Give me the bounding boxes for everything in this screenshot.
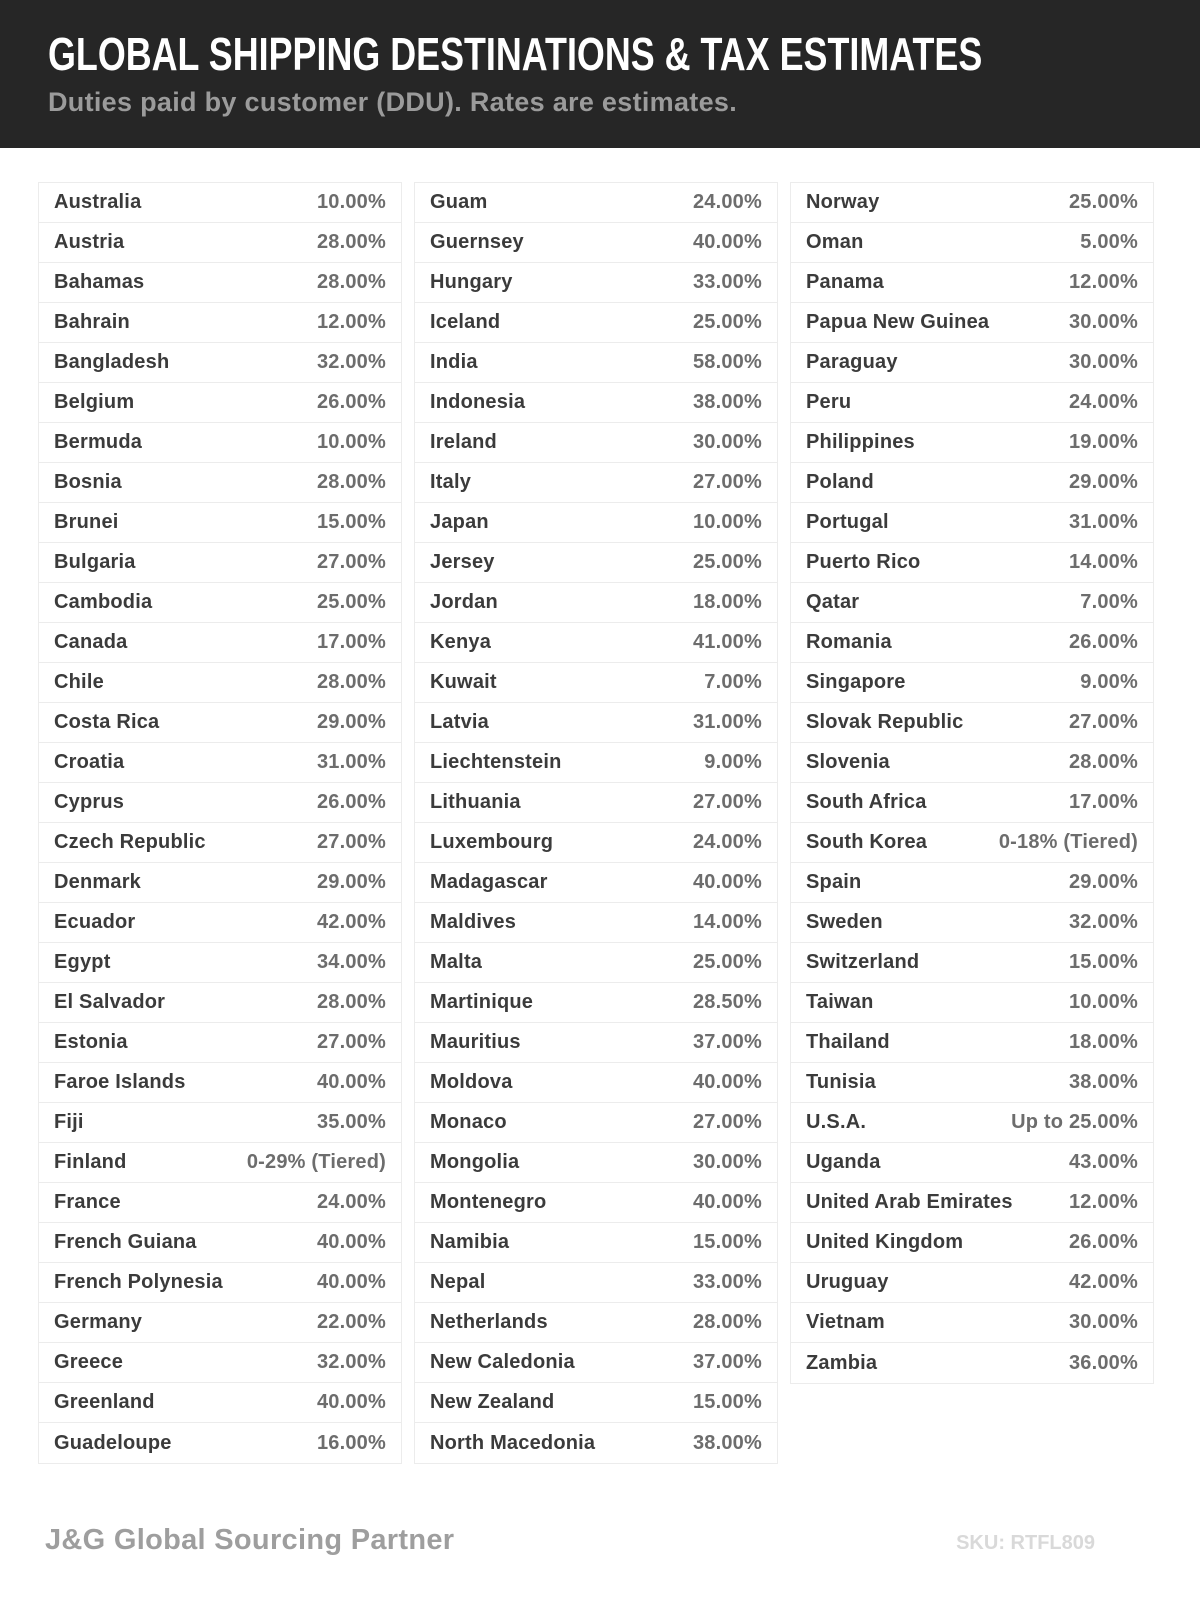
table-row	[791, 943, 1153, 983]
country-name: Switzerland	[806, 951, 920, 973]
country-name: Guernsey	[430, 231, 524, 253]
country-name: Bermuda	[54, 431, 143, 453]
country-name: Japan	[430, 511, 489, 533]
country-name: Greenland	[54, 1391, 155, 1413]
tax-rate: 33.00%	[692, 271, 762, 293]
country-name: Philippines	[806, 431, 915, 453]
country-name: Greece	[54, 1351, 124, 1373]
table-row	[39, 583, 401, 623]
table-row	[415, 1343, 777, 1383]
table-row	[415, 543, 777, 583]
page-footer	[0, 1524, 1200, 1557]
country-name: Egypt	[54, 951, 111, 973]
table-row	[39, 1343, 401, 1383]
country-name: Vietnam	[806, 1311, 885, 1333]
tax-rate: 28.00%	[316, 671, 386, 693]
tax-rate: 32.00%	[1068, 911, 1138, 933]
country-name: Namibia	[430, 1231, 510, 1253]
page-header	[0, 0, 1200, 148]
tax-rate: 10.00%	[316, 191, 386, 213]
table-row	[791, 1103, 1153, 1143]
tax-rate: 31.00%	[1068, 511, 1138, 533]
tax-rate: 24.00%	[1068, 391, 1138, 413]
country-name: India	[430, 351, 478, 373]
tax-rate: 40.00%	[316, 1071, 386, 1093]
country-name: Oman	[806, 231, 864, 253]
tax-rate: 22.00%	[316, 1311, 386, 1333]
country-name: Slovak Republic	[806, 711, 964, 733]
country-name: Paraguay	[806, 351, 898, 373]
tax-rate: 19.00%	[1068, 431, 1138, 453]
rates-column	[38, 182, 402, 1464]
tax-rate: 27.00%	[316, 551, 386, 573]
table-row	[415, 303, 777, 343]
country-name: Singapore	[806, 671, 906, 693]
table-row	[39, 783, 401, 823]
tax-rate: 32.00%	[316, 1351, 386, 1373]
tax-rate: 31.00%	[692, 711, 762, 733]
tax-rate: 9.00%	[704, 751, 762, 773]
rates-table	[38, 182, 1154, 1464]
tax-rate: 26.00%	[1068, 631, 1138, 653]
country-name: Madagascar	[430, 871, 548, 893]
tax-rate: 25.00%	[1068, 191, 1138, 213]
table-row	[791, 1223, 1153, 1263]
tax-rate: 30.00%	[692, 1151, 762, 1173]
tax-rate: 27.00%	[692, 1111, 762, 1133]
table-row	[791, 743, 1153, 783]
tax-rate: 30.00%	[1068, 351, 1138, 373]
country-name: Denmark	[54, 871, 141, 893]
table-row	[39, 263, 401, 303]
country-name: Sweden	[806, 911, 883, 933]
tax-rate: 18.00%	[1068, 1031, 1138, 1053]
table-row	[39, 1063, 401, 1103]
tax-rate: 10.00%	[1068, 991, 1138, 1013]
country-name: Romania	[806, 631, 892, 653]
country-name: Peru	[806, 391, 852, 413]
country-name: New Caledonia	[430, 1351, 575, 1373]
table-row	[415, 903, 777, 943]
tax-rate: 26.00%	[316, 791, 386, 813]
table-row	[415, 863, 777, 903]
table-row	[791, 783, 1153, 823]
country-name: Bulgaria	[54, 551, 136, 573]
tax-rate: 0-29% (Tiered)	[246, 1151, 386, 1173]
tax-rate: 40.00%	[692, 1191, 762, 1213]
country-name: Monaco	[430, 1111, 507, 1133]
tax-rate: 12.00%	[1068, 271, 1138, 293]
country-name: South Africa	[806, 791, 927, 813]
table-row	[39, 823, 401, 863]
country-name: Spain	[806, 871, 862, 893]
country-name: Tunisia	[806, 1071, 876, 1093]
table-row	[791, 423, 1153, 463]
sku-label: SKU: RTFL809	[956, 1532, 1095, 1554]
table-row	[415, 1023, 777, 1063]
table-row	[39, 183, 401, 223]
tax-rate: 33.00%	[692, 1271, 762, 1293]
tax-rate: 38.00%	[692, 391, 762, 413]
table-row	[415, 503, 777, 543]
country-name: Jersey	[430, 551, 495, 573]
tax-rate: 18.00%	[692, 591, 762, 613]
country-name: Slovenia	[806, 751, 890, 773]
country-name: Taiwan	[806, 991, 874, 1013]
tax-rate: 42.00%	[316, 911, 386, 933]
country-name: Kenya	[430, 631, 492, 653]
table-row	[39, 1383, 401, 1423]
tax-rate: 42.00%	[1068, 1271, 1138, 1293]
table-row	[791, 183, 1153, 223]
country-name: Uganda	[806, 1151, 881, 1173]
table-row	[415, 1223, 777, 1263]
tax-rate: 5.00%	[1080, 231, 1138, 253]
tax-rate: 29.00%	[316, 711, 386, 733]
country-name: Bosnia	[54, 471, 122, 493]
table-row	[415, 423, 777, 463]
country-name: South Korea	[806, 831, 928, 853]
country-name: Chile	[54, 671, 104, 693]
country-name: Mauritius	[430, 1031, 521, 1053]
tax-rate: 28.00%	[316, 991, 386, 1013]
country-name: Netherlands	[430, 1311, 548, 1333]
table-row	[39, 343, 401, 383]
table-row	[39, 1223, 401, 1263]
country-name: Brunei	[54, 511, 119, 533]
table-row	[791, 503, 1153, 543]
table-row	[791, 863, 1153, 903]
table-row	[39, 423, 401, 463]
table-row	[415, 1423, 777, 1463]
country-name: Malta	[430, 951, 483, 973]
tax-rate: 27.00%	[692, 791, 762, 813]
country-name: Cyprus	[54, 791, 125, 813]
table-row	[415, 1383, 777, 1423]
tax-rate: 40.00%	[316, 1271, 386, 1293]
tax-rate: 25.00%	[316, 591, 386, 613]
country-name: Nepal	[430, 1271, 486, 1293]
country-name: Guam	[430, 191, 488, 213]
table-row	[415, 1183, 777, 1223]
table-row	[415, 783, 777, 823]
table-row	[415, 583, 777, 623]
tax-rate: 32.00%	[316, 351, 386, 373]
tax-rate: 34.00%	[316, 951, 386, 973]
country-name: Maldives	[430, 911, 517, 933]
tax-rate: 28.50%	[692, 991, 762, 1013]
table-row	[415, 463, 777, 503]
tax-rate: 25.00%	[692, 551, 762, 573]
table-row	[39, 503, 401, 543]
country-name: United Arab Emirates	[806, 1191, 1013, 1213]
country-name: Zambia	[806, 1351, 878, 1374]
table-row	[415, 1143, 777, 1183]
table-row	[39, 1263, 401, 1303]
table-row	[415, 1063, 777, 1103]
tax-rate: 40.00%	[692, 231, 762, 253]
tax-rate: Up to 25.00%	[1011, 1111, 1138, 1133]
table-row	[415, 263, 777, 303]
tax-rate: 7.00%	[704, 671, 762, 693]
country-name: Kuwait	[430, 671, 497, 693]
table-row	[415, 183, 777, 223]
tax-rate: 29.00%	[1068, 471, 1138, 493]
tax-rate: 30.00%	[692, 431, 762, 453]
country-name: Bahamas	[54, 271, 145, 293]
tax-rate: 15.00%	[692, 1231, 762, 1253]
table-row	[415, 743, 777, 783]
country-name: Faroe Islands	[54, 1071, 186, 1093]
table-row	[415, 223, 777, 263]
tax-rate: 25.00%	[692, 311, 762, 333]
tax-rate: 10.00%	[316, 431, 386, 453]
country-name: Montenegro	[430, 1191, 547, 1213]
table-row	[39, 1143, 401, 1183]
rates-column	[414, 182, 778, 1464]
tax-rate: 36.00%	[1068, 1351, 1138, 1374]
tax-rate: 27.00%	[316, 1031, 386, 1053]
tax-rate: 38.00%	[1068, 1071, 1138, 1093]
table-row	[791, 543, 1153, 583]
tax-rate: 31.00%	[316, 751, 386, 773]
country-name: Italy	[430, 471, 472, 493]
country-name: Panama	[806, 271, 884, 293]
table-row	[39, 903, 401, 943]
table-row	[39, 983, 401, 1023]
country-name: Qatar	[806, 591, 860, 613]
table-row	[415, 823, 777, 863]
country-name: Ecuador	[54, 911, 136, 933]
table-row	[791, 1063, 1153, 1103]
table-row	[791, 663, 1153, 703]
tax-rate: 28.00%	[316, 231, 386, 253]
table-row	[791, 303, 1153, 343]
country-name: Indonesia	[430, 391, 526, 413]
table-row	[39, 1303, 401, 1343]
table-row	[791, 1023, 1153, 1063]
table-row	[39, 863, 401, 903]
table-row	[39, 623, 401, 663]
country-name: El Salvador	[54, 991, 166, 1013]
table-row	[415, 703, 777, 743]
table-row	[791, 623, 1153, 663]
tax-rate: 41.00%	[692, 631, 762, 653]
country-name: Moldova	[430, 1071, 513, 1093]
table-row	[415, 1303, 777, 1343]
table-row	[39, 663, 401, 703]
table-row	[791, 1143, 1153, 1183]
tax-rate: 27.00%	[316, 831, 386, 853]
table-row	[791, 583, 1153, 623]
country-name: Estonia	[54, 1031, 128, 1053]
country-name: Austria	[54, 231, 125, 253]
tax-rate: 9.00%	[1080, 671, 1138, 693]
country-name: Australia	[54, 191, 142, 213]
table-row	[415, 1263, 777, 1303]
table-row	[39, 743, 401, 783]
table-row	[39, 223, 401, 263]
country-name: Thailand	[806, 1031, 890, 1053]
tax-rate: 15.00%	[1068, 951, 1138, 973]
table-row	[39, 943, 401, 983]
tax-rate: 0-18% (Tiered)	[998, 831, 1138, 853]
table-row	[415, 1103, 777, 1143]
tax-rate: 27.00%	[1068, 711, 1138, 733]
country-name: French Polynesia	[54, 1271, 223, 1293]
tax-rate: 24.00%	[692, 831, 762, 853]
tax-rate: 12.00%	[316, 311, 386, 333]
country-name: Bahrain	[54, 311, 130, 333]
country-name: Ireland	[430, 431, 497, 453]
tax-rate: 37.00%	[692, 1351, 762, 1373]
table-row	[791, 983, 1153, 1023]
country-name: United Kingdom	[806, 1231, 964, 1253]
country-name: Liechtenstein	[430, 751, 562, 773]
country-name: Germany	[54, 1311, 143, 1333]
tax-rate: 12.00%	[1068, 1191, 1138, 1213]
table-row	[791, 263, 1153, 303]
tax-rate: 24.00%	[692, 191, 762, 213]
table-row	[39, 383, 401, 423]
tax-rate: 29.00%	[1068, 871, 1138, 893]
table-row	[39, 703, 401, 743]
country-name: Iceland	[430, 311, 501, 333]
table-row	[791, 343, 1153, 383]
tax-rate: 24.00%	[316, 1191, 386, 1213]
tax-rate: 30.00%	[1068, 311, 1138, 333]
table-row	[791, 463, 1153, 503]
tax-rate: 28.00%	[692, 1311, 762, 1333]
tax-rate: 14.00%	[1068, 551, 1138, 573]
country-name: France	[54, 1191, 121, 1213]
table-row	[791, 1263, 1153, 1303]
tax-rate: 43.00%	[1068, 1151, 1138, 1173]
country-name: French Guiana	[54, 1231, 197, 1253]
rates-column	[790, 182, 1154, 1384]
country-name: Finland	[54, 1151, 127, 1173]
table-row	[791, 703, 1153, 743]
table-row	[791, 1343, 1153, 1383]
country-name: Mongolia	[430, 1151, 520, 1173]
tax-rate: 37.00%	[692, 1031, 762, 1053]
tax-rate: 14.00%	[692, 911, 762, 933]
country-name: U.S.A.	[806, 1111, 867, 1133]
table-row	[39, 463, 401, 503]
country-name: Bangladesh	[54, 351, 170, 373]
country-name: Norway	[806, 191, 880, 213]
brand-name: J&G Global Sourcing Partner	[45, 1524, 455, 1556]
tax-rate: 29.00%	[316, 871, 386, 893]
table-row	[39, 1423, 401, 1463]
country-name: Jordan	[430, 591, 498, 613]
country-name: Croatia	[54, 751, 125, 773]
country-name: Latvia	[430, 711, 490, 733]
tax-rate: 15.00%	[316, 511, 386, 533]
country-name: Hungary	[430, 271, 513, 293]
country-name: Guadeloupe	[54, 1431, 172, 1454]
tax-rate: 35.00%	[316, 1111, 386, 1133]
country-name: Canada	[54, 631, 128, 653]
tax-rate: 27.00%	[692, 471, 762, 493]
tax-rate: 30.00%	[1068, 1311, 1138, 1333]
tax-rate: 28.00%	[316, 271, 386, 293]
country-name: Poland	[806, 471, 874, 493]
tax-rate: 16.00%	[316, 1431, 386, 1454]
table-row	[39, 1183, 401, 1223]
table-row	[39, 543, 401, 583]
tax-rate: 7.00%	[1080, 591, 1138, 613]
tax-rate: 17.00%	[1068, 791, 1138, 813]
country-name: Costa Rica	[54, 711, 160, 733]
table-row	[415, 343, 777, 383]
tax-rate: 28.00%	[1068, 751, 1138, 773]
tax-rate: 58.00%	[692, 351, 762, 373]
country-name: North Macedonia	[430, 1431, 596, 1454]
country-name: Martinique	[430, 991, 534, 1013]
country-name: Papua New Guinea	[806, 311, 990, 333]
tax-rate: 17.00%	[316, 631, 386, 653]
table-row	[415, 663, 777, 703]
country-name: Czech Republic	[54, 831, 206, 853]
tax-rate: 25.00%	[692, 951, 762, 973]
tax-rate: 26.00%	[1068, 1231, 1138, 1253]
tax-rate: 10.00%	[692, 511, 762, 533]
tax-rate: 26.00%	[316, 391, 386, 413]
table-row	[415, 383, 777, 423]
country-name: Lithuania	[430, 791, 521, 813]
country-name: Uruguay	[806, 1271, 889, 1293]
table-row	[415, 983, 777, 1023]
tax-rate: 40.00%	[316, 1391, 386, 1413]
table-row	[791, 903, 1153, 943]
country-name: Cambodia	[54, 591, 153, 613]
tax-rate: 15.00%	[692, 1391, 762, 1413]
page-subtitle: Duties paid by customer (DDU). Rates are estimates.	[48, 87, 738, 118]
table-row	[39, 303, 401, 343]
country-name: New Zealand	[430, 1391, 555, 1413]
country-name: Luxembourg	[430, 831, 554, 853]
table-row	[791, 383, 1153, 423]
country-name: Puerto Rico	[806, 551, 921, 573]
tax-rate: 40.00%	[692, 1071, 762, 1093]
table-row	[791, 823, 1153, 863]
table-row	[39, 1023, 401, 1063]
table-row	[791, 1303, 1153, 1343]
table-row	[791, 223, 1153, 263]
table-row	[39, 1103, 401, 1143]
tax-rate: 38.00%	[692, 1431, 762, 1454]
table-row	[415, 943, 777, 983]
table-row	[791, 1183, 1153, 1223]
country-name: Fiji	[54, 1111, 84, 1133]
tax-rate: 40.00%	[316, 1231, 386, 1253]
country-name: Portugal	[806, 511, 889, 533]
tax-rate: 40.00%	[692, 871, 762, 893]
tax-rate: 28.00%	[316, 471, 386, 493]
page-title: GLOBAL SHIPPING DESTINATIONS & TAX ESTIMATES	[48, 27, 983, 80]
country-name: Belgium	[54, 391, 135, 413]
table-row	[415, 623, 777, 663]
